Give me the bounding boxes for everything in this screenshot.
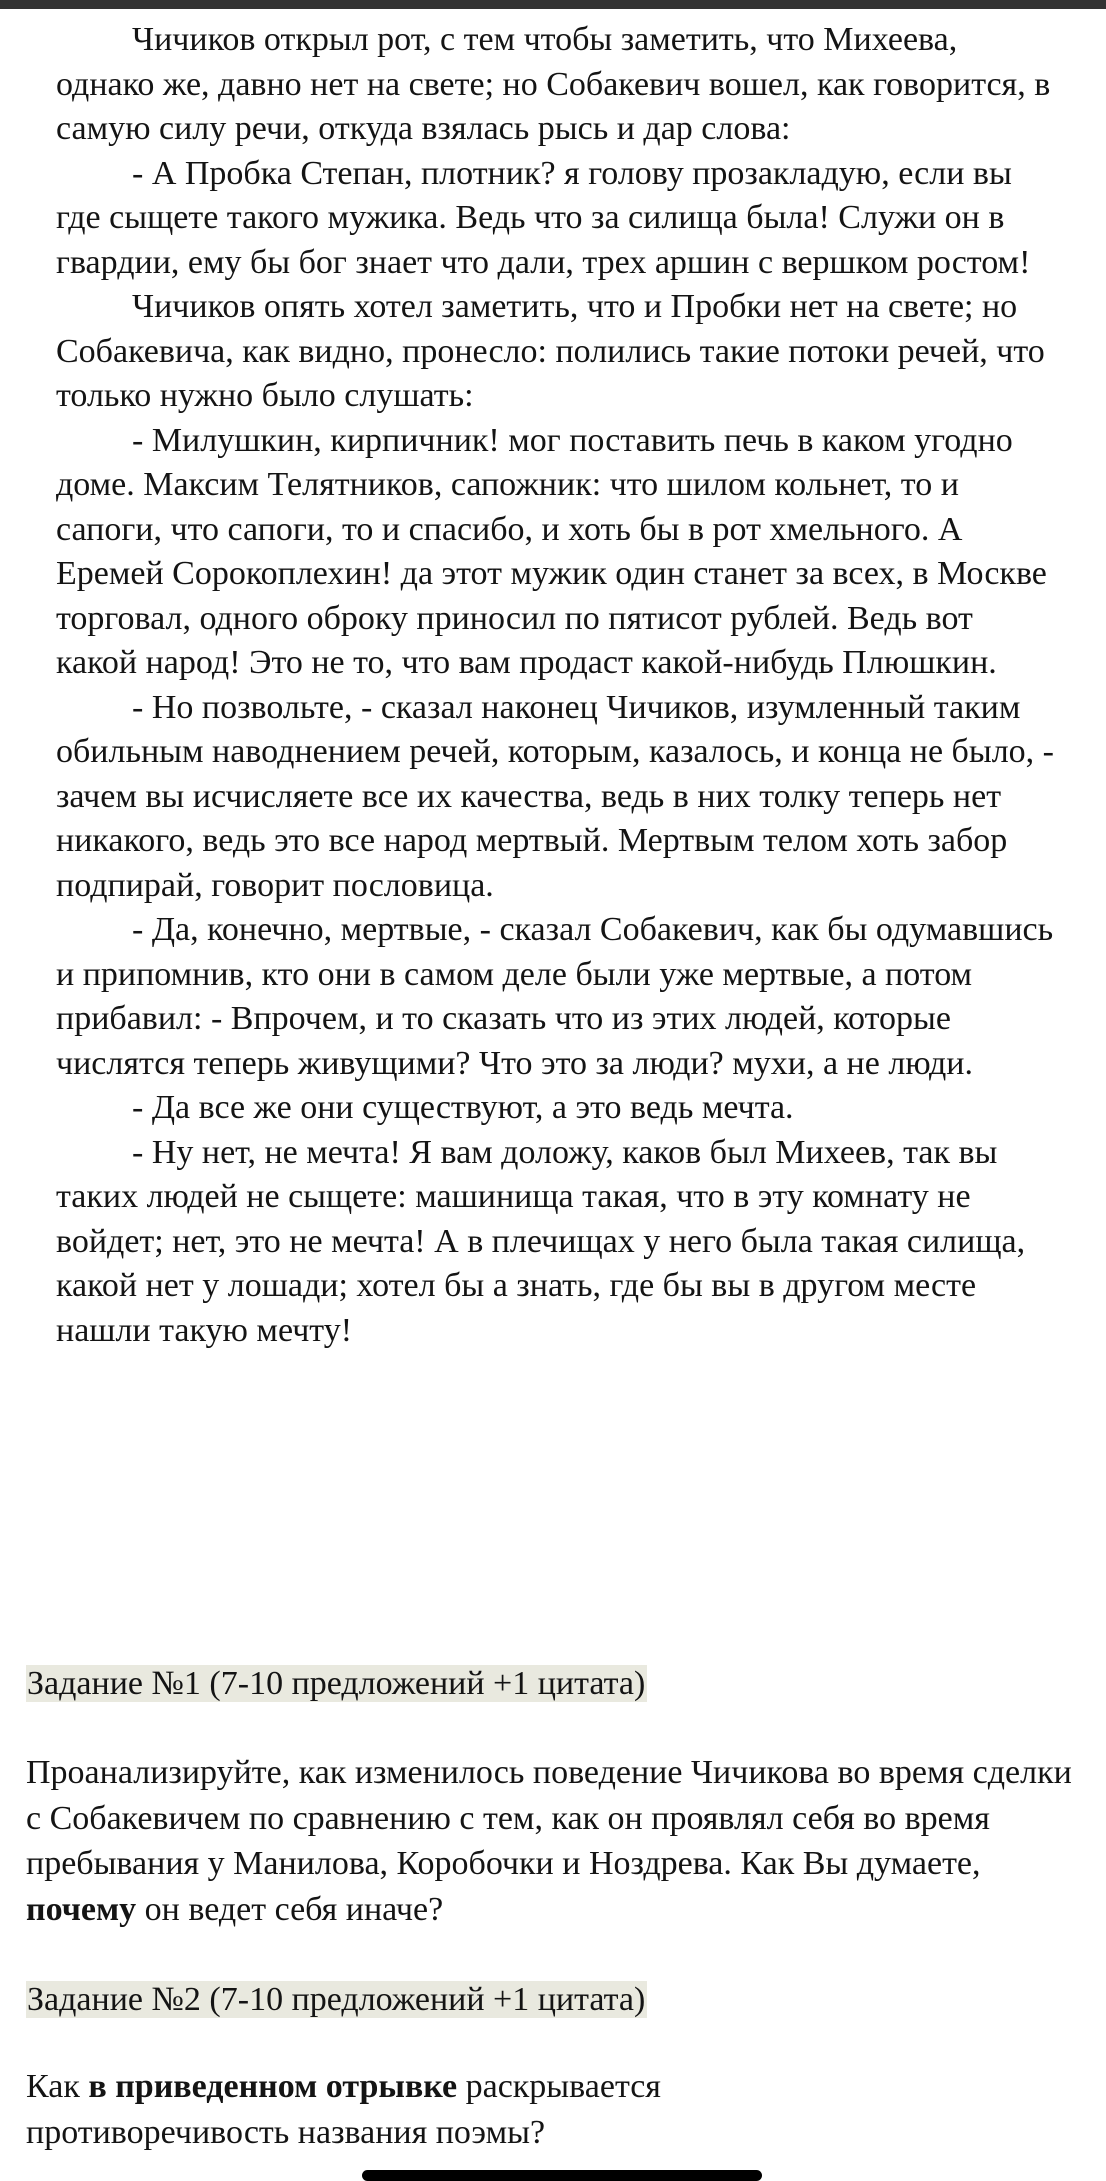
task-2-heading-text: Задание №2 (7-10 предложений +1 цитата)	[27, 1981, 646, 2018]
task-2-emphasis: в приведенном отрывке	[88, 2068, 458, 2105]
top-bar	[0, 0, 1106, 9]
passage-paragraph: - А Пробка Степан, плотник? я голову прозакладую, если вы где сыщете такого мужика. Ведь что за силища была! Служи он в гвардии, ему бы бог знает что дали, трех аршин с вершком ростом!	[56, 154, 1031, 281]
passage-paragraph: Чичиков открыл рот, с тем чтобы заметить, что Михеева, однако же, давно нет на свете; но Собакевич вошел, как говорится, в самую силу речи, откуда взялась рысь и дар слова:	[56, 21, 1051, 147]
home-indicator[interactable]	[362, 2170, 762, 2181]
passage-paragraph: - Но позвольте, - сказал наконец Чичиков, изумленный таким обильным наводнением речей, которым, казалось, и конца не было, - зачем вы исчисляете все их качества, ведь в них толку теперь нет никакого, ведь это все народ мертвый. Мертвым телом хоть забор подпирай, говорит пословица.	[56, 688, 1054, 904]
passage-paragraph: - Да, конечно, мертвые, - сказал Собакевич, как бы одумавшись и припомнив, кто они в самом деле были уже мертвые, а потом прибавил: - Впрочем, и то сказать что из этих людей, которые числятся теперь живущими? Что это за люди? мухи, а не люди.	[56, 911, 1054, 1082]
task-1-text-start: Проанализируйте, как изменилось поведение Чичикова во время сделки с Собакевичем по сравнению с тем, как он проявлял себя во время пребывания у Манилова, Коробочки и Ноздрева. Как Вы думаете,	[26, 1754, 1072, 1882]
passage-paragraph: Чичиков опять хотел заметить, что и Пробки нет на свете; но Собакевича, как видно, пронесло: полились такие потоки речей, что только нужно было слушать:	[56, 288, 1045, 414]
task-2-text-start: Как	[26, 2068, 89, 2105]
passage-paragraph: - Ну нет, не мечта! Я вам доложу, каков был Михеев, так вы таких людей не сыщете: машинища такая, что в эту комнату не войдет; нет, это не мечта! А в плечищах у него была такая силища, какой нет у лошади; хотел бы а знать, где бы вы в другом месте нашли такую мечту!	[56, 1133, 1026, 1349]
task-1-heading-text: Задание №1 (7-10 предложений +1 цитата)	[27, 1665, 646, 1702]
task-1-text-end: он ведет себя иначе?	[136, 1890, 444, 1928]
task-2-text-end: раскрывается противоречивость названия поэмы?	[26, 2068, 661, 2151]
passage-paragraph: - Милушкин, кирпичник! мог поставить печь в каком угодно доме. Максим Телятников, сапожник: что шилом кольнет, то и сапоги, что сапоги, то и спасибо, и хоть бы в рот хмельного. А Еремей Сорокоплехин! да этот мужик один станет за всех, в Москве торговал, одного оброку приносил по пятисот рублей. Ведь вот какой народ! Это не то, что вам продаст какой-нибудь Плюшкин.	[56, 421, 1047, 681]
passage-paragraph: - Да все же они существуют, а это ведь мечта.	[132, 1089, 794, 1126]
task-1-emphasis: почему	[26, 1890, 137, 1928]
literary-passage	[56, 18, 1056, 1353]
task-1-heading	[26, 1662, 647, 1706]
task-1-prompt	[26, 1750, 1086, 1932]
task-2-prompt	[26, 2064, 806, 2155]
task-2-heading	[26, 1978, 647, 2022]
